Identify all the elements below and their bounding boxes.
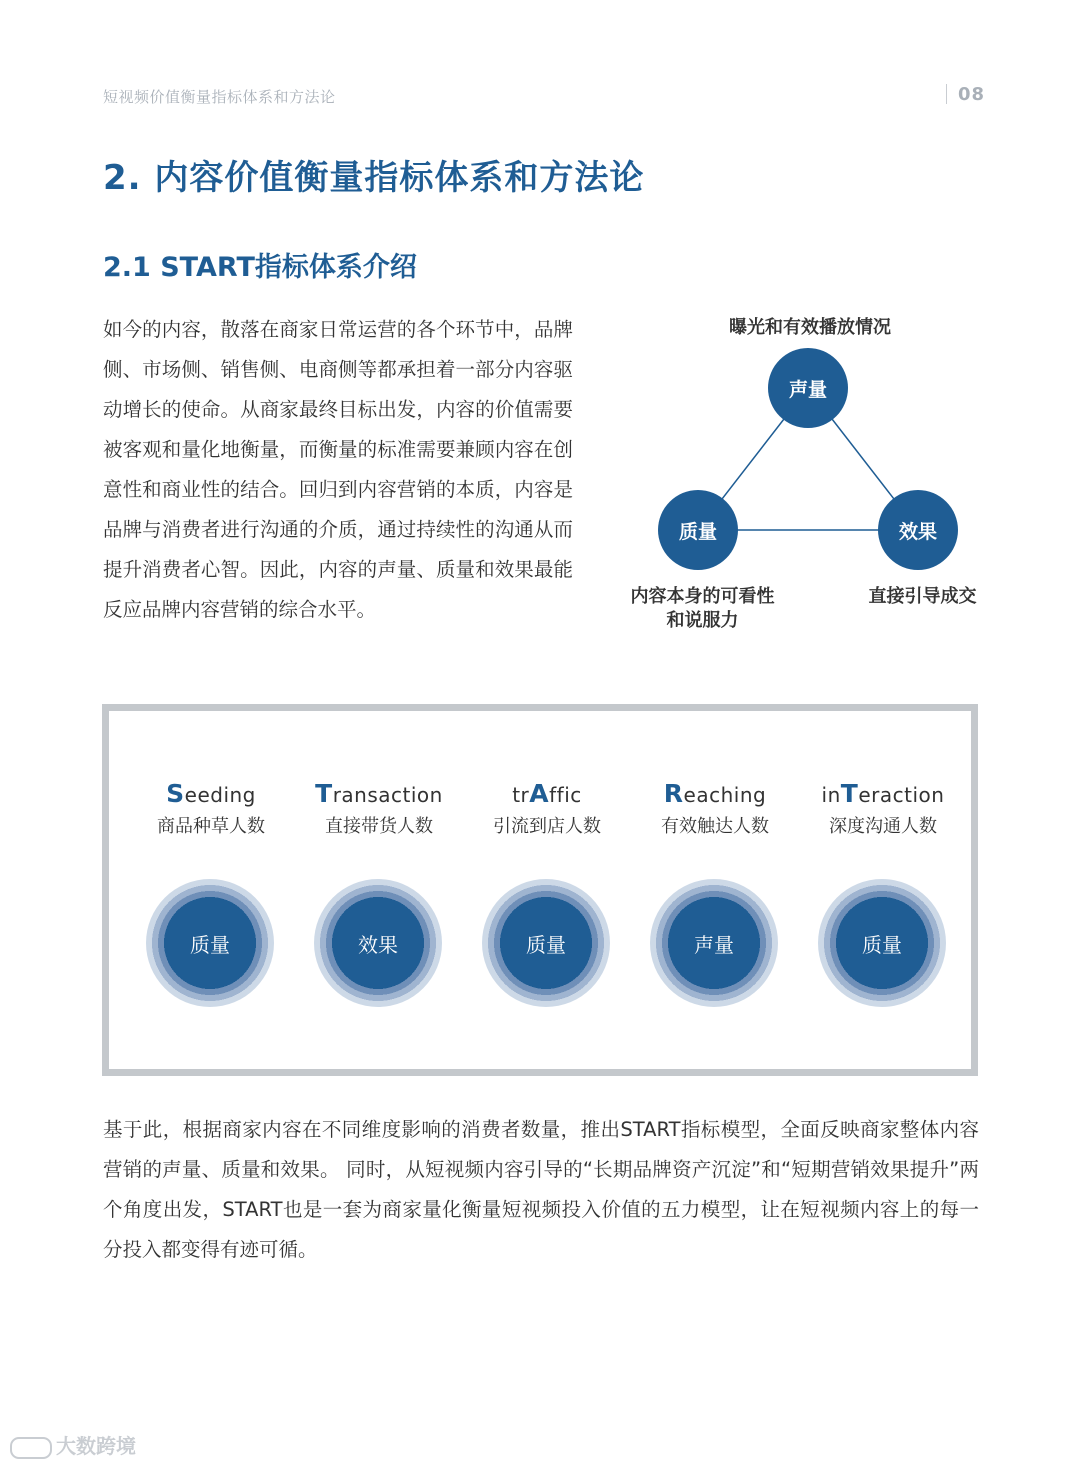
metric-dimension-ring: 声量 xyxy=(650,879,778,1007)
intro-paragraph: 如今的内容，散落在商家日常运营的各个环节中，品牌侧、市场侧、销售侧、电商侧等都承担着一部分内容驱动增长的使命。从商家最终目标出发，内容的价值需要被客观和量化地衡量，而衡量的标准需要兼顾内容在创意性和商业性的结合。回归到内容营销的本质，内容是品牌与消费者进行沟通的介质，通过持续性的沟通从而提升消费者心智。因此，内容的声量、质量和效果最能反应品牌内容营销的综合水平。 xyxy=(103,318,573,621)
watermark-logo-icon xyxy=(10,1437,52,1459)
metric-dimension-ring: 质量 xyxy=(482,879,610,1007)
watermark-text: 大数跨境 xyxy=(56,1434,136,1458)
metric-english-name: Transaction xyxy=(315,779,443,808)
metric-chinese-name: 商品种草人数 xyxy=(157,816,265,837)
header-divider xyxy=(946,84,947,104)
effect-description: 直接引导成交 xyxy=(868,586,977,607)
metric-chinese-name: 引流到店人数 xyxy=(493,816,601,837)
metric-english-name: Reaching xyxy=(663,779,767,808)
metric-english-name: Seeding xyxy=(166,779,256,808)
quality-description-line2: 和说服力 xyxy=(666,610,739,631)
start-metrics-panel xyxy=(102,704,978,1076)
running-header: 短视频价值衡量指标体系和方法论 xyxy=(103,88,336,106)
three-dimension-diagram xyxy=(600,300,1020,650)
metric-chinese-name: 直接带货人数 xyxy=(325,816,433,837)
metric-reaching xyxy=(631,779,799,838)
metric-interaction xyxy=(799,779,967,838)
metric-traffic xyxy=(463,779,631,838)
volume-description: 曝光和有效播放情况 xyxy=(729,317,891,338)
conclusion-paragraph: 基于此，根据商家内容在不同维度影响的消费者数量，推出START指标模型，全面反映商家整体内容营销的声量、质量和效果。 同时，从短视频内容引导的“长期品牌资产沉淀”和“短期营销效果提升”两个角度出发，START也是一套为商家量化衡量短视频投入价值的五力模型，让在短视频内容上的每一分投入都变得有迹可循。 xyxy=(103,1118,979,1261)
effect-circle: 效果 xyxy=(878,490,958,570)
metric-chinese-name: 有效触达人数 xyxy=(661,816,769,837)
quality-circle: 质量 xyxy=(658,490,738,570)
metric-dimension-ring: 效果 xyxy=(314,879,442,1007)
metric-seeding xyxy=(127,779,295,838)
metric-english-name: inTeraction xyxy=(821,779,945,808)
metric-transaction xyxy=(295,779,463,838)
section-title: 2. 内容价值衡量指标体系和方法论 xyxy=(103,158,645,198)
quality-description xyxy=(600,585,805,633)
volume-circle: 声量 xyxy=(768,348,848,428)
metric-english-name: trAffic xyxy=(512,779,582,808)
watermark xyxy=(10,1430,136,1459)
section-subtitle: 2.1 START指标体系介绍 xyxy=(103,252,417,283)
metric-dimension-ring: 质量 xyxy=(818,879,946,1007)
metric-chinese-name: 深度沟通人数 xyxy=(829,816,937,837)
quality-description-line1: 内容本身的可看性 xyxy=(630,586,775,607)
metric-dimension-ring: 质量 xyxy=(146,879,274,1007)
page-number: 08 xyxy=(958,84,986,105)
